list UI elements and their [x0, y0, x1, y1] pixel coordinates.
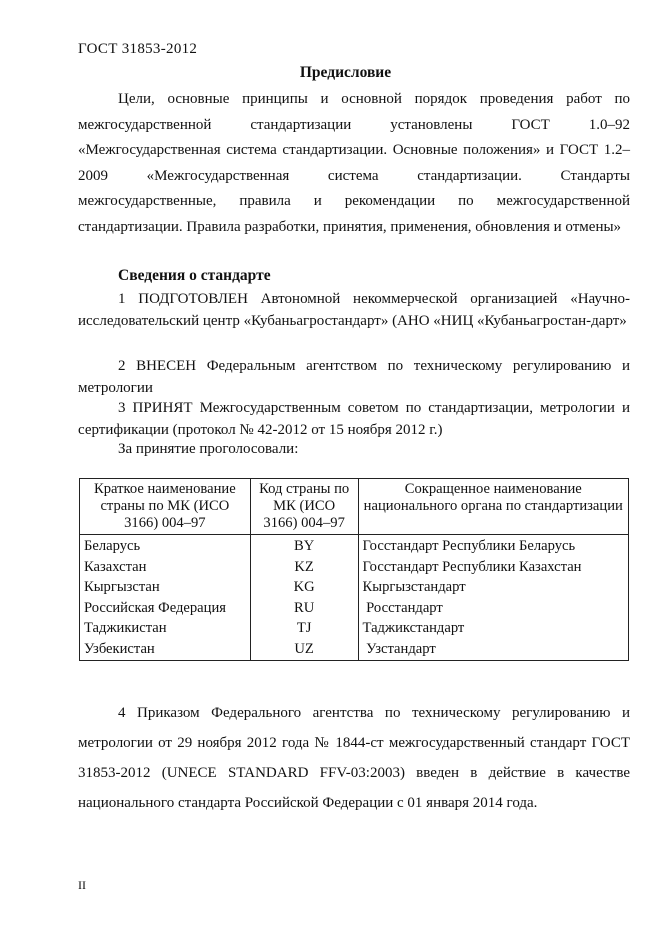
- preface-title: Предисловие: [299, 64, 392, 81]
- national-body-cell: Госстандарт Республики Беларусь: [358, 535, 628, 557]
- country-cell: Казахстан: [80, 557, 251, 578]
- document-code-header: ГОСТ 31853-2012: [78, 41, 198, 57]
- standard-info-item-2: 2 ВНЕСЕН Федеральным агентством по техническому регулированию и метрологии: [78, 358, 630, 396]
- table-row: [80, 618, 629, 639]
- voted-label: За принятие проголосовали:: [118, 441, 299, 457]
- code-cell: TJ: [250, 618, 358, 639]
- table-row: [80, 557, 629, 578]
- standard-info-item-1: 1 ПОДГОТОВЛЕН Автономной некоммерческой организацией «Научно-исследовательский центр «Кубаньагростандарт» (АНО «НИЦ «Кубаньагростан-дарт»: [78, 291, 630, 329]
- table-row: [80, 598, 629, 619]
- code-cell: RU: [250, 598, 358, 619]
- table-row: [80, 535, 629, 557]
- decree-paragraph: 4 Приказом Федерального агентства по техническому регулированию и метрологии от 29 ноября 2012 года № 1844-ст межгосударственный стандарт ГОСТ 31853-2012 (UNECE STANDARD FFV-03:2003) введен в действие в качестве национального стандарта Российской Федерации с 01 января 2014 года.: [78, 705, 630, 811]
- column-header-country: Краткое наименование страны по МК (ИСО 3166) 004–97: [80, 479, 251, 535]
- standard-info-item-3: 3 ПРИНЯТ Межгосударственным советом по стандартизации, метрологии и сертификации (протокол № 42-2012 от 15 ноября 2012 г.): [78, 400, 630, 438]
- country-cell: Узбекистан: [80, 639, 251, 661]
- code-cell: BY: [250, 535, 358, 557]
- country-cell: Российская Федерация: [80, 598, 251, 619]
- code-cell: KZ: [250, 557, 358, 578]
- national-body-cell: Госстандарт Республики Казахстан: [358, 557, 628, 578]
- national-body-cell: Росстандарт: [358, 598, 628, 619]
- code-cell: KG: [250, 577, 358, 598]
- national-body-cell: Таджикстандарт: [358, 618, 628, 639]
- country-cell: Кыргызстан: [80, 577, 251, 598]
- preface-paragraph: Цели, основные принципы и основной порядок проведения работ по межгосударственной стандартизации установлены ГОСТ 1.0–92 «Межгосударственная система стандартизации. Основные положения» и ГОСТ 1.2–2009 «Межгосударственная система стандартизации. Стандарты межгосударственные, правила и рекомендации по межгосударственной стандартизации. Правила разработки, принятия, применения, обновления и отмены»: [78, 91, 630, 235]
- code-cell: UZ: [250, 639, 358, 661]
- table-row: [80, 577, 629, 598]
- page-number: II: [78, 878, 86, 892]
- column-header-national-body: Сокращенное наименование национального органа по стандартизации: [358, 479, 628, 535]
- country-cell: Беларусь: [80, 535, 251, 557]
- national-body-cell: Кыргызстандарт: [358, 577, 628, 598]
- country-cell: Таджикистан: [80, 618, 251, 639]
- column-header-code: Код страны по МК (ИСО 3166) 004–97: [250, 479, 358, 535]
- national-body-cell: Узстандарт: [358, 639, 628, 661]
- voting-countries-table: [79, 478, 629, 661]
- table-header-row: [80, 479, 629, 535]
- table-row: [80, 639, 629, 661]
- standard-info-title: Сведения о стандарте: [118, 267, 271, 284]
